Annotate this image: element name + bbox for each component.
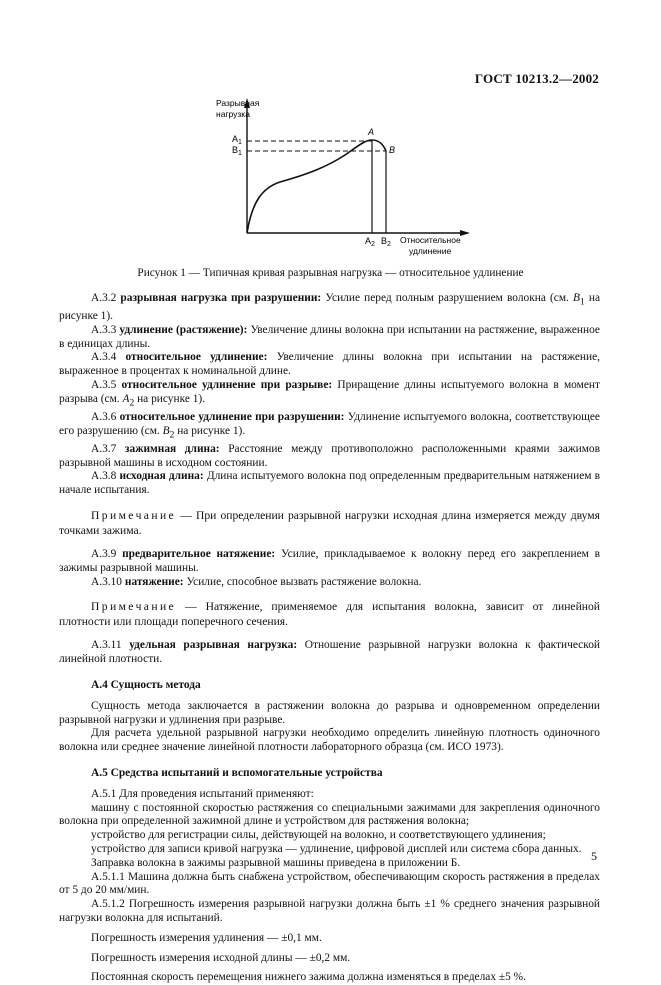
a5-paragraph-1: А.5.1 Для проведения испытаний применяют: [91,787,314,800]
a5-paragraph-6: А.5.1.1 Машина должна быть снабжена устройством, обеспечивающим скорость растяжения в пределах от 5 до 20 мм/мин. [59,870,600,897]
item-a3-5: А.3.5 относительное удлинение при разрыве: Приращение длины испытуемого волокна в момент разрыва (см. $A_2$ на рисунке 1). [59,379,600,409]
y-axis-label-line2: нагрузка [216,109,250,119]
point-b-label: B [389,145,396,155]
page-number: 5 [591,849,597,863]
standard-number: ГОСТ 10213.2—2002 [474,71,599,86]
heading-a5: А.5 Средства испытаний и вспомогательные устройства [91,766,383,779]
a2-tick-label: $A_2$ [365,236,375,248]
load-elongation-curve [247,140,386,233]
item-a3-11: А.3.11 удельная разрывная нагрузка: Отношение разрывной нагрузки волокна к фактической линейной плотности. [59,639,600,666]
item-a3-3: А.3.3 удлинение (растяжение): Увеличение длины волокна при испытании на растяжение, выраженное в единицах длины. [59,323,600,350]
x-axis-label-line1: Относительное [400,235,461,245]
point-a-label: A [368,127,375,137]
a5-paragraph-10: Постоянная скорость перемещения нижнего зажима должна изменяться в пределах ±5 %. [91,971,526,984]
a5-paragraph-8: Погрешность измерения удлинения — ±0,1 мм. [91,931,322,944]
main-text [59,292,600,985]
item-a3-6: А.3.6 относительное удлинение при разрушении: Удлинение испытуемого волокна, соответствующее его разрушению (см. $B_2$ на рисунке 1). [59,410,600,441]
item-a3-8: А.3.8 исходная длина: Длина испытуемого волокна под определенным предварительным натяжением в начале испытания. [59,470,601,497]
note-1: Примечание — При определении разрывной нагрузки исходная длина измеряется между двумя точками зажима. [59,509,600,537]
x-axis-arrow [460,230,470,236]
figure-caption: Рисунок 1 — Типичная кривая разрывная нагрузка — относительное удлинение [137,267,524,279]
item-a3-4: А.3.4 относительное удлинение: Увеличение длины волокна при испытании на растяжение, выраженное в процентах к номинальной длине. [59,351,600,378]
b2-tick-label: $B_2$ [381,236,391,248]
item-a3-2: А.3.2 разрывная нагрузка при разрушении: Усилие перед полным разрушением волокна (см. $B_1$ на рисунке 1). [59,292,600,323]
a5-paragraph-5: Заправка волокна в зажимы разрывной машины приведена в приложении Б. [91,856,461,869]
heading-a4: А.4 Сущность метода [91,678,201,691]
figure-1 [0,0,661,270]
item-a3-7: А.3.7 зажимная длина: Расстояние между противоположно расположенными краями зажимов разрывной машины в исходном состоянии. [59,442,601,469]
x-axis-label-line2: удлинение [409,246,452,256]
a4-paragraph-2: Для расчета удельной разрывной нагрузки необходимо определить линейную плотность одиночного волокна или среднее значение линейной плотности лабораторного образца (см. ИСО 1973). [59,727,600,754]
y-axis-label-line1: Разрывная [216,98,260,108]
a4-paragraph-1: Сущность метода заключается в растяжении волокна до разрыва и одновременном определении разрывной нагрузки и удлинения при разрыве. [59,699,600,726]
a5-paragraph-2: машину с постоянной скоростью растяжения со специальными зажимами для закрепления одиночного волокна при определенной зажимной длине и устройством для растяжения волокна; [59,801,600,828]
load-elongation-chart [0,0,661,270]
a5-paragraph-7: А.5.1.2 Погрешность измерения разрывной нагрузки должна быть ±1 % среднего значения разрывной нагрузки волокна для испытаний. [59,898,600,924]
a5-paragraph-3: устройство для регистрации силы, действующей на волокно, и соответствующего удлинения; [91,829,546,842]
a5-paragraph-9: Погрешность измерения исходной длины — ±0,2 мм. [91,951,351,964]
b1-tick-label: $B_1$ [232,145,242,157]
item-a3-9: А.3.9 предварительное натяжение: Усилие, прикладываемое к волокну перед его закреплением в зажимы разрывной машины. [59,548,600,574]
a1-tick-label: $A_1$ [232,134,242,146]
item-a3-10: А.3.10 натяжение: Усилие, способное вызвать растяжение волокна. [91,575,422,588]
a5-paragraph-4: устройство для записи кривой нагрузка — удлинение, цифровой дисплей или система сбора данных. [91,842,582,855]
note-2: Примечание — Натяжение, применяемое для испытания волокна, зависит от линейной плотности или площади поперечного сечения. [59,600,600,629]
